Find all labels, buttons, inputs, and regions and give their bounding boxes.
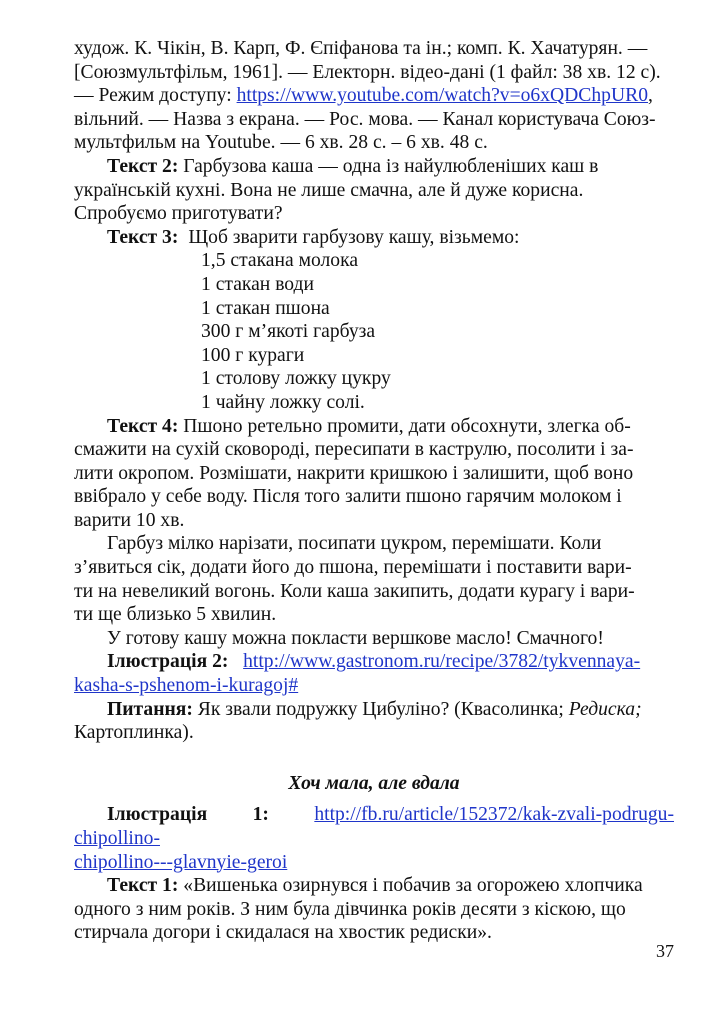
- text1-line: стирчала догори і скидалася на хвостик редиски».: [74, 922, 492, 944]
- page-number: 37: [656, 941, 674, 961]
- list-item: 1,5 стакана молока: [201, 250, 359, 272]
- text4-label: Текст 4:: [107, 415, 179, 437]
- list-item: 1 стакан води: [201, 273, 314, 295]
- citation-line: [74, 84, 674, 108]
- text2-paragraph: [74, 155, 674, 226]
- question-label: Питання:: [107, 698, 193, 720]
- ingredients-list: [201, 249, 674, 414]
- pumpkin-line: ти на невеликий вогонь. Коли каша закипить, додати курагу і вари-: [74, 580, 635, 602]
- document-page: [74, 37, 674, 945]
- text3-label: Текст 3:: [107, 226, 179, 248]
- section-heading: Хоч мала, але вдала: [288, 772, 460, 794]
- text1-paragraph: [74, 874, 674, 945]
- text3-paragraph: [74, 226, 674, 250]
- fb-article-link[interactable]: http://fb.ru/article/152372/kak-zvali-podrugu-chipollino-: [74, 804, 674, 849]
- list-item: 1 столову ложку цукру: [201, 368, 391, 390]
- citation-line: вільний. — Назва з екрана. — Рос. мова. — Канал користувача Союз-: [74, 108, 656, 130]
- list-item: 1 чайну ложку солі.: [201, 391, 365, 413]
- text1-line: «Вишенька озирнувся і побачив за огорожею хлопчика: [178, 875, 643, 897]
- fb-article-link-continued[interactable]: chipollino---glavnyie-geroi: [74, 851, 288, 873]
- text4-line: варити 10 хв.: [74, 509, 185, 531]
- text1-line: одного з ним років. З ним була дівчинка років десяти з кіскою, що: [74, 898, 626, 920]
- pumpkin-line: з’явиться сік, додати його до пшона, перемішати і поставити вари-: [74, 557, 632, 579]
- citation-comma: ,: [648, 85, 653, 107]
- youtube-link[interactable]: https://www.youtube.com/watch?v=o6xQDChpUR0: [236, 85, 648, 107]
- text2-line: Спробуємо приготувати?: [74, 203, 283, 225]
- list-item: 100 г кураги: [201, 344, 305, 366]
- gastronom-link[interactable]: http://www.gastronom.ru/recipe/3782/tykvennaya-: [243, 651, 641, 673]
- list-item: 300 г м’якоті гарбуза: [201, 321, 376, 343]
- pumpkin-line: ти ще близько 5 хвилин.: [74, 604, 277, 626]
- question-tail: Картоплинка).: [74, 722, 194, 744]
- citation-paragraph: [74, 37, 674, 155]
- text2-line: Гарбузова каша — одна із найулюбленіших каш в: [178, 155, 599, 177]
- citation-line: худож. К. Чікін, В. Карп, Ф. Єпіфанова та ін.; комп. К. Хачатурян. —: [74, 38, 648, 59]
- text4-paragraph: [74, 415, 674, 533]
- text2-label: Текст 2:: [107, 155, 179, 177]
- pumpkin-line: Гарбуз мілко нарізати, посипати цукром, перемішати. Коли: [107, 533, 602, 555]
- text4-line: Пшоно ретельно промити, дати обсохнути, злегка об-: [178, 415, 631, 437]
- butter-paragraph: У готову кашу можна покласти вершкове масло! Смачного!: [107, 627, 604, 649]
- pumpkin-paragraph: [74, 532, 674, 626]
- citation-line: мультфильм на Youtube. — 6 хв. 28 с. – 6 хв. 48 с.: [74, 132, 488, 154]
- question-answer: Редиска;: [568, 698, 642, 720]
- illustration1-paragraph: [74, 803, 674, 874]
- illustration2-label: Ілюстрація 2:: [107, 651, 229, 673]
- illustration1-label: Ілюстрація 1:: [107, 804, 269, 826]
- text2-line: українській кухні. Вона не лише смачна, але й дуже корисна.: [74, 179, 584, 201]
- question-paragraph: [74, 698, 674, 745]
- text4-line: лити окропом. Розмішати, накрити кришкою і залишити, щоб воно: [74, 462, 634, 484]
- gastronom-link-continued[interactable]: kasha-s-pshenom-i-kuragoj#: [74, 675, 299, 697]
- list-item: 1 стакан пшона: [201, 297, 330, 319]
- question-text: Як звали подружку Цибуліно? (Квасолинка;: [192, 698, 569, 720]
- citation-line: [Союзмультфільм, 1961]. — Електорн. відео-дані (1 файл: 38 хв. 12 с).: [74, 61, 661, 83]
- illustration2-paragraph: [74, 650, 674, 697]
- text1-label: Текст 1:: [107, 875, 179, 897]
- text4-line: ввібрало у себе воду. Після того залити пшоно гарячим молоком і: [74, 486, 622, 508]
- citation-access-label: — Режим доступу:: [74, 85, 237, 107]
- text4-line: смажити на сухій сковороді, пересипати в каструлю, посолити і за-: [74, 439, 634, 461]
- text3-intro: Щоб зварити гарбузову кашу, візьмемо:: [188, 226, 520, 248]
